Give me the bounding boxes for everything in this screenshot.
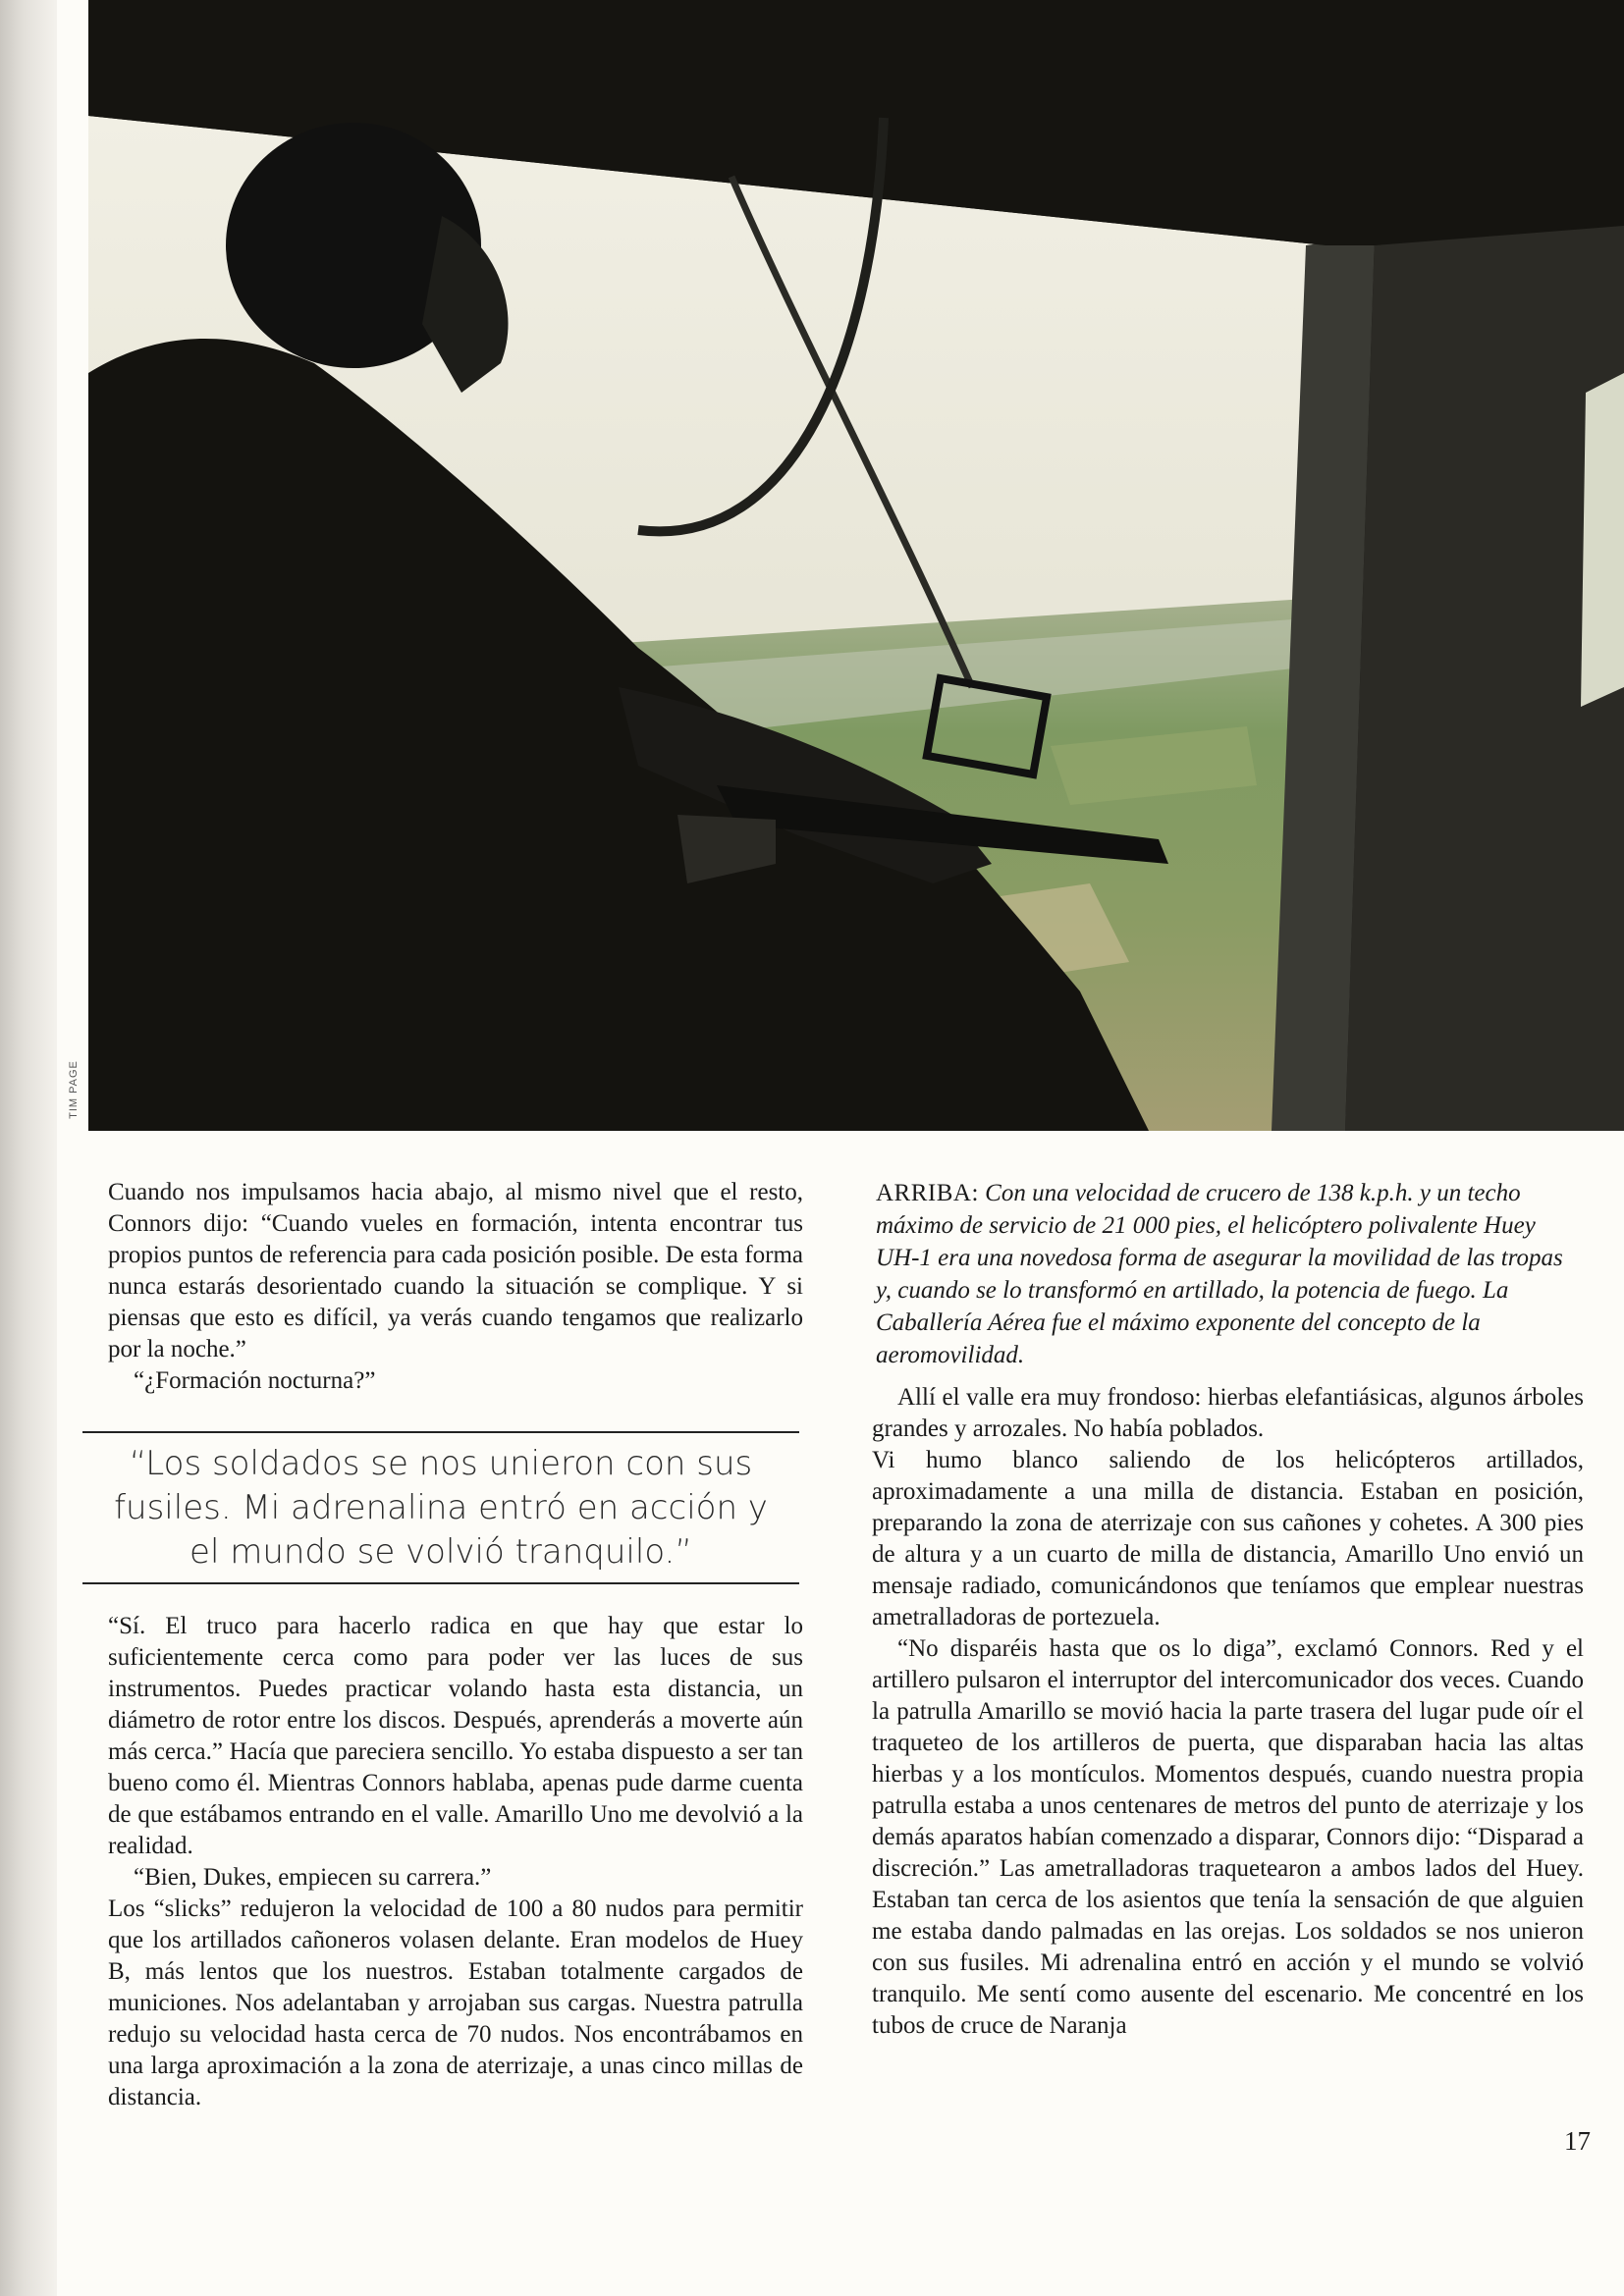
caption-body: Con una velocidad de crucero de 138 k.p.h. y un techo máximo de servicio de 21 000 pies, el helicóptero polivalente Huey UH-1 era una novedosa forma de asegurar la movilidad de las tropas y, cuando se lo transformó en artillado, la potencia de fuego. La Caballería Aérea fue el máximo exponente del concepto de la aeromovilidad. (876, 1180, 1563, 1368)
caption-lead: ARRIBA: (876, 1180, 979, 1206)
pull-quote-text: “Los soldados se nos unieron con sus fusiles. Mi adrenalina entró en acción y el mundo se volvió tranquilo.” (114, 1443, 768, 1572)
photo-caption (876, 1177, 1563, 1371)
helicopter-door-gunner-photo (88, 0, 1624, 1131)
article-column-left-top (108, 1177, 803, 1397)
photo-credit: TIM PAGE (68, 1060, 80, 1119)
page-gutter-shadow (0, 0, 57, 2296)
article-column-left-bottom (108, 1611, 803, 2113)
paragraph: Los “slicks” redujeron la velocidad de 100 a 80 nudos para permitir que los artillados cañoneros volasen delante. Eran modelos de Huey B, más lentos que los nuestros. Estaban totalmente cargados de municiones. Nos adelantaban y arrojaban sus cargas. Nuestra patrulla redujo su velocidad hasta cerca de 70 nudos. Nos encontrábamos en una larga aproximación a la zona de aterrizaje, a unas cinco millas de distancia. (108, 1896, 803, 2110)
paragraph: Cuando nos impulsamos hacia abajo, al mismo nivel que el resto, Connors dijo: “Cuando vueles en formación, intenta encontrar tus propios puntos de referencia para cada posición posible. De esta forma nunca estarás desorientado cuando la situación se complique. Y si piensas que esto es difícil, ya verás cuando tengamos que realizarlo por la noche.” (108, 1179, 803, 1362)
page-number: 17 (1564, 2126, 1591, 2156)
paragraph: “No disparéis hasta que os lo diga”, exclamó Connors. Red y el artillero pulsaron el interruptor del intercomunicador dos veces. Cuando la patrulla Amarillo se movió hacia la parte trasera del lugar pude oír el traqueteo de los artilleros de puerta, que disparaban hacia las altas hierbas y a los montículos. Momentos después, cuando nuestra propia patrulla estaba a unos centenares de metros del punto de aterrizaje y los demás aparatos habían comenzado a disparar, Connors dijo: “Disparad a discreción.” Las ametralladoras traquetearon a ambos lados del Huey. Estaban tan cerca de los asientos que tenía la sensación de que alguien me estaba dando palmadas en las orejas. Los soldados se nos unieron con sus fusiles. Mi adrenalina entró en acción y el mundo se volvió tranquilo. Me sentí como ausente del escenario. Me concentré en los tubos de cruce de Naranja (872, 1635, 1584, 2039)
article-column-right (872, 1382, 1584, 2042)
paragraph: Vi humo blanco saliendo de los helicópteros artillados, aproximadamente a una milla de distancia. Estaban en posición, preparando la zona de aterrizaje con sus cañones y cohetes. A 300 pies de altura y a un cuarto de milla de distancia, Amarillo Uno envió un mensaje radiado, comunicándonos que teníamos que emplear nuestras ametralladoras de portezuela. (872, 1447, 1584, 1630)
paragraph: Allí el valle era muy frondoso: hierbas elefantiásicas, algunos árboles grandes y arrozales. No había poblados. (872, 1384, 1584, 1442)
paragraph: “Bien, Dukes, empiecen su carrera.” (134, 1864, 492, 1891)
paragraph: “Sí. El truco para hacerlo radica en que hay que estar lo suficientemente cerca como para poder ver las luces de sus instrumentos. Puedes practicar volando hasta esta distancia, un diámetro de rotor entre los discos. Después, aprenderás a moverte aún más cerca.” Hacía que pareciera sencillo. Yo estaba dispuesto a ser tan bueno como él. Mientras Connors hablaba, apenas pude darme cuenta de que estábamos entrando en el valle. Amarillo Uno me devolvió a la realidad. (108, 1613, 803, 1859)
paragraph: “¿Formación nocturna?” (134, 1367, 376, 1394)
pull-quote (82, 1431, 799, 1584)
